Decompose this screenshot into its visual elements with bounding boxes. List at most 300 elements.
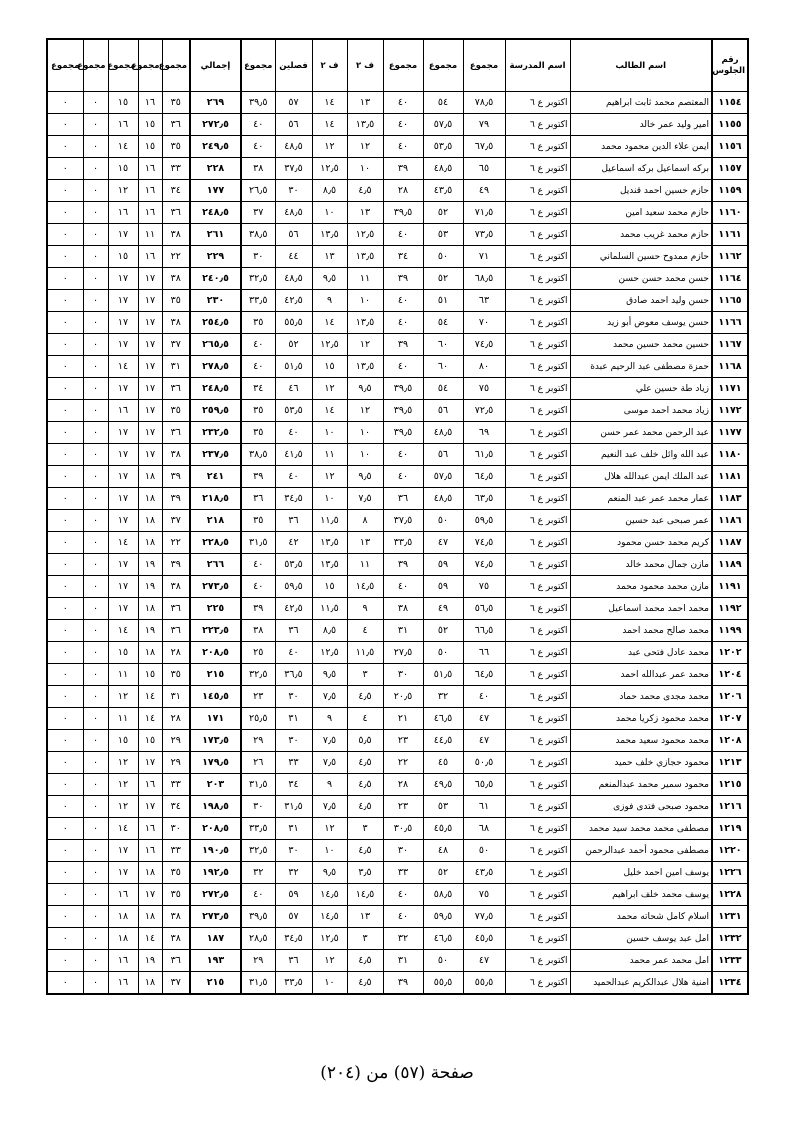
table-row: [47, 620, 748, 642]
cell-total: ١٧: [138, 312, 162, 334]
cell-total: ٥١: [423, 290, 463, 312]
cell-total: ٦٦: [463, 642, 505, 664]
table-row: [47, 664, 748, 686]
cell-total: ٢٩: [241, 730, 275, 752]
cell-total: ١٧: [108, 576, 138, 598]
page-number: صفحة (٥٧) من (٢٠٤): [320, 1063, 474, 1083]
cell-total: ١٧: [108, 422, 138, 444]
cell-grand-total: ٢٤١: [190, 466, 241, 488]
cell-total: ١١: [108, 708, 138, 730]
cell-total: ٥٨٫٥: [423, 884, 463, 906]
cell-school-name: اكتوبر ع ٦: [505, 488, 570, 510]
cell-total: ٠: [47, 620, 83, 642]
cell-school-name: اكتوبر ع ٦: [505, 224, 570, 246]
cell-total: ٠: [47, 708, 83, 730]
cell-two-terms: ٤٦: [275, 378, 312, 400]
cell-student-name: امنية هلال عبدالكريم عبدالحميد: [570, 972, 712, 995]
cell-term-2: ١٠: [312, 422, 347, 444]
cell-total: ٣٦: [162, 620, 190, 642]
table-row: [47, 532, 748, 554]
cell-total: ٥٦: [423, 444, 463, 466]
table-row: [47, 202, 748, 224]
cell-grand-total: ١٨٧: [190, 928, 241, 950]
cell-total: ٠: [83, 664, 108, 686]
table-row: [47, 818, 748, 840]
cell-total: ١٢: [108, 774, 138, 796]
cell-total: ٠: [47, 180, 83, 202]
cell-total: ٣٩: [383, 268, 423, 290]
cell-grand-total: ٢٣٠: [190, 290, 241, 312]
cell-total: ١٧: [108, 554, 138, 576]
cell-school-name: اكتوبر ع ٦: [505, 642, 570, 664]
cell-total: ٢١: [383, 708, 423, 730]
cell-two-terms: ٤٨٫٥: [275, 268, 312, 290]
cell-grand-total: ٢٧٨٫٥: [190, 356, 241, 378]
cell-total: ١٢: [108, 796, 138, 818]
cell-seat-number: ١١٨٠: [712, 444, 748, 466]
cell-total: ٠: [83, 356, 108, 378]
cell-grand-total: ٢٦١: [190, 224, 241, 246]
table-row: [47, 224, 748, 246]
cell-total: ٣٠: [383, 664, 423, 686]
cell-two-terms: ٣٤: [275, 774, 312, 796]
cell-two-terms: ٤٢٫٥: [275, 598, 312, 620]
cell-term-2: ١٤٫٥: [347, 884, 383, 906]
cell-total: ٠: [83, 488, 108, 510]
cell-total: ٣٣: [383, 862, 423, 884]
cell-total: ٧٥: [463, 576, 505, 598]
cell-grand-total: ٢١٥: [190, 972, 241, 995]
cell-grand-total: ١٩٠٫٥: [190, 840, 241, 862]
cell-total: ٠: [83, 642, 108, 664]
col-header-seat-number: رقم الجلوس: [712, 39, 748, 92]
cell-term-2: ٥٫٥: [347, 730, 383, 752]
cell-student-name: المعتصم محمد ثابت ابراهيم: [570, 92, 712, 114]
table-row: [47, 422, 748, 444]
cell-school-name: اكتوبر ع ٦: [505, 950, 570, 972]
cell-total: ٤٠: [383, 92, 423, 114]
cell-school-name: اكتوبر ع ٦: [505, 510, 570, 532]
cell-total: ١٧: [138, 884, 162, 906]
cell-student-name: مصطفى محمود أحمد عبدالرحمن: [570, 840, 712, 862]
cell-term-2: ٨٫٥: [312, 180, 347, 202]
cell-grand-total: ٢٢٣٫٥: [190, 620, 241, 642]
cell-term-2: ١٤: [312, 92, 347, 114]
cell-total: ١٧: [138, 796, 162, 818]
cell-term-2: ١١: [312, 444, 347, 466]
cell-total: ٥١٫٥: [423, 664, 463, 686]
cell-total: ٤٠: [241, 356, 275, 378]
cell-student-name: محمد احمد محمد اسماعيل: [570, 598, 712, 620]
cell-school-name: اكتوبر ع ٦: [505, 862, 570, 884]
cell-total: ١٧: [108, 862, 138, 884]
cell-seat-number: ١٢٣٢: [712, 928, 748, 950]
cell-term-2: ٤: [347, 620, 383, 642]
cell-total: ٢٨: [383, 180, 423, 202]
cell-total: ٤٣٫٥: [463, 862, 505, 884]
cell-total: ١٧: [108, 840, 138, 862]
cell-total: ١٨: [108, 928, 138, 950]
cell-total: ٣٩٫٥: [383, 378, 423, 400]
cell-term-2: ١٠: [347, 422, 383, 444]
cell-school-name: اكتوبر ع ٦: [505, 136, 570, 158]
cell-total: ٦١٫٥: [463, 444, 505, 466]
table-row: [47, 730, 748, 752]
cell-total: ٧٥: [463, 378, 505, 400]
cell-grand-total: ١٧١: [190, 708, 241, 730]
table-row: [47, 92, 748, 114]
cell-grand-total: ١٩٢٫٥: [190, 862, 241, 884]
cell-two-terms: ٣٦: [275, 950, 312, 972]
cell-total: ٢٩: [162, 730, 190, 752]
cell-term-2: ٨: [347, 510, 383, 532]
cell-total: ١٦: [138, 158, 162, 180]
cell-total: ٣٩: [162, 466, 190, 488]
cell-term-2: ١٢: [312, 818, 347, 840]
cell-total: ٦٥٫٥: [463, 774, 505, 796]
cell-two-terms: ٣٠: [275, 730, 312, 752]
cell-term-2: ٩: [347, 598, 383, 620]
cell-total: ٥٩: [423, 576, 463, 598]
cell-term-2: ١٠: [312, 488, 347, 510]
cell-total: ٠: [83, 422, 108, 444]
cell-total: ٥٩: [423, 554, 463, 576]
cell-total: ٠: [47, 664, 83, 686]
cell-total: ٣٤: [162, 180, 190, 202]
cell-total: ٧٧٫٥: [463, 906, 505, 928]
cell-school-name: اكتوبر ع ٦: [505, 576, 570, 598]
cell-term-2: ١١: [347, 268, 383, 290]
cell-total: ٤٠: [241, 554, 275, 576]
cell-total: ٤٥٫٥: [423, 818, 463, 840]
cell-total: ١٦: [108, 114, 138, 136]
cell-student-name: حازم محمد سعيد امين: [570, 202, 712, 224]
table-row: [47, 510, 748, 532]
cell-total: ١٤: [138, 708, 162, 730]
cell-total: ١٢: [108, 752, 138, 774]
cell-student-name: مصطفى محمد محمد سيد محمد: [570, 818, 712, 840]
cell-term-2: ٣٫٥: [347, 862, 383, 884]
cell-total: ١٦: [108, 884, 138, 906]
table-row: [47, 554, 748, 576]
cell-student-name: حازم حسين احمد قنديل: [570, 180, 712, 202]
cell-grand-total: ٢١٥: [190, 664, 241, 686]
cell-seat-number: ١١٦٥: [712, 290, 748, 312]
cell-total: ٠: [83, 158, 108, 180]
cell-total: ١٥: [108, 730, 138, 752]
cell-seat-number: ١١٥٥: [712, 114, 748, 136]
cell-term-2: ١٢: [347, 136, 383, 158]
cell-total: ٢٨: [383, 774, 423, 796]
cell-student-name: محمود حجازي خلف حميد: [570, 752, 712, 774]
table-row: [47, 356, 748, 378]
cell-grand-total: ١٩٣: [190, 950, 241, 972]
table-row: [47, 136, 748, 158]
cell-total: ٢٨٫٥: [241, 928, 275, 950]
cell-term-2: ١٢٫٥: [312, 928, 347, 950]
cell-total: ٦٩: [463, 422, 505, 444]
cell-total: ٦١: [463, 796, 505, 818]
cell-school-name: اكتوبر ع ٦: [505, 818, 570, 840]
cell-school-name: اكتوبر ع ٦: [505, 334, 570, 356]
cell-two-terms: ٣٠: [275, 180, 312, 202]
cell-term-2: ١٢: [312, 950, 347, 972]
cell-total: ١٥: [108, 92, 138, 114]
cell-school-name: اكتوبر ع ٦: [505, 180, 570, 202]
cell-total: ٠: [47, 202, 83, 224]
cell-total: ٠: [47, 422, 83, 444]
cell-grand-total: ١٧٣٫٥: [190, 730, 241, 752]
cell-term-2: ١٤: [312, 400, 347, 422]
cell-student-name: محمود صبحى فتدى فوزى: [570, 796, 712, 818]
results-table: [46, 38, 749, 995]
cell-two-terms: ٤٨٫٥: [275, 136, 312, 158]
cell-term-2: ٤٫٥: [347, 840, 383, 862]
cell-total: ٣٣: [162, 158, 190, 180]
table-row: [47, 378, 748, 400]
cell-two-terms: ٣٣٫٥: [275, 972, 312, 995]
cell-total: ١٥: [108, 642, 138, 664]
cell-seat-number: ١١٨٣: [712, 488, 748, 510]
cell-student-name: بركه اسماعيل بركه اسماعيل: [570, 158, 712, 180]
cell-total: ١٧: [138, 268, 162, 290]
cell-total: ٢٢: [383, 752, 423, 774]
cell-total: ٣٨: [383, 598, 423, 620]
cell-total: ١٧: [108, 312, 138, 334]
cell-total: ١٦: [138, 774, 162, 796]
cell-total: ٠: [83, 576, 108, 598]
cell-total: ١٥: [138, 730, 162, 752]
cell-total: ٢٥: [241, 642, 275, 664]
cell-total: ٠: [47, 884, 83, 906]
cell-term-2: ٩: [312, 708, 347, 730]
cell-student-name: عمار محمد عمر عبد المنعم: [570, 488, 712, 510]
cell-total: ١٦: [108, 202, 138, 224]
cell-school-name: اكتوبر ع ٦: [505, 884, 570, 906]
cell-school-name: اكتوبر ع ٦: [505, 466, 570, 488]
cell-term-2: ٣: [347, 818, 383, 840]
cell-term-2: ١٠: [312, 202, 347, 224]
cell-total: ٣٢: [423, 686, 463, 708]
cell-two-terms: ٣١: [275, 818, 312, 840]
cell-total: ٠: [83, 884, 108, 906]
cell-total: ٥٦٫٥: [463, 598, 505, 620]
cell-school-name: اكتوبر ع ٦: [505, 708, 570, 730]
cell-total: ٣٣: [162, 840, 190, 862]
cell-school-name: اكتوبر ع ٦: [505, 774, 570, 796]
cell-term-2: ١٢٫٥: [312, 642, 347, 664]
cell-total: ٢٩: [162, 752, 190, 774]
cell-seat-number: ١٢٠٦: [712, 686, 748, 708]
cell-two-terms: ٤٠: [275, 422, 312, 444]
cell-school-name: اكتوبر ع ٦: [505, 158, 570, 180]
cell-total: ٥٤: [423, 92, 463, 114]
cell-term-2: ١٣٫٥: [312, 224, 347, 246]
cell-school-name: اكتوبر ع ٦: [505, 444, 570, 466]
cell-term-2: ١٤٫٥: [312, 884, 347, 906]
cell-grand-total: ٢١٨٫٥: [190, 488, 241, 510]
cell-total: ٣١٫٥: [241, 532, 275, 554]
cell-total: ٥٠: [423, 246, 463, 268]
cell-total: ٧١: [463, 246, 505, 268]
cell-grand-total: ٢٠٨٫٥: [190, 642, 241, 664]
cell-student-name: ايمن علاء الدين محمود محمد: [570, 136, 712, 158]
cell-total: ٠: [47, 334, 83, 356]
cell-total: ٧١٫٥: [463, 202, 505, 224]
cell-term-2: ١٣: [347, 532, 383, 554]
cell-total: ١٨: [138, 906, 162, 928]
cell-total: ٣٠: [241, 246, 275, 268]
cell-total: ٠: [47, 246, 83, 268]
cell-term-2: ١٥: [312, 576, 347, 598]
cell-total: ٣١: [162, 686, 190, 708]
cell-student-name: محمد محمود سعيد محمد: [570, 730, 712, 752]
cell-term-2: ١٥: [312, 356, 347, 378]
table-row: [47, 708, 748, 730]
cell-total: ٤٠: [383, 224, 423, 246]
cell-total: ١٧: [108, 510, 138, 532]
cell-total: ١٥: [108, 246, 138, 268]
table-row: [47, 642, 748, 664]
cell-total: ٨٠: [463, 356, 505, 378]
cell-student-name: حازم ممدوح حسين السلماني: [570, 246, 712, 268]
cell-total: ٣٩٫٥: [241, 92, 275, 114]
cell-total: ١٧: [108, 268, 138, 290]
cell-term-2: ١١٫٥: [347, 642, 383, 664]
cell-total: ٣٩: [241, 598, 275, 620]
cell-grand-total: ٢٤٠٫٥: [190, 268, 241, 290]
col-header-term-2: ف ٢: [312, 39, 347, 92]
cell-total: ١٧: [108, 488, 138, 510]
cell-grand-total: ١٩٨٫٥: [190, 796, 241, 818]
cell-total: ٣٦: [162, 950, 190, 972]
cell-term-2: ١٢: [312, 466, 347, 488]
cell-total: ٠: [47, 92, 83, 114]
cell-term-2: ٤٫٥: [347, 752, 383, 774]
cell-total: ٥٣٫٥: [423, 136, 463, 158]
cell-two-terms: ٣٦: [275, 620, 312, 642]
cell-total: ١٥: [138, 136, 162, 158]
cell-total: ٣٧: [162, 334, 190, 356]
table-row: [47, 774, 748, 796]
cell-term-2: ١٤: [312, 114, 347, 136]
cell-student-name: عمر صبحى عبد حسين: [570, 510, 712, 532]
cell-term-2: ١٠: [347, 158, 383, 180]
cell-term-2: ١٠: [312, 840, 347, 862]
cell-total: ٣٨: [162, 576, 190, 598]
cell-total: ١٤: [108, 356, 138, 378]
cell-two-terms: ٥٧: [275, 906, 312, 928]
cell-total: ٠: [83, 400, 108, 422]
cell-two-terms: ٤١٫٥: [275, 444, 312, 466]
cell-total: ١٥: [138, 114, 162, 136]
col-header-two-terms: فصلين: [275, 39, 312, 92]
col-header-total: مجموع: [138, 39, 162, 92]
col-header-total: مجموع: [83, 39, 108, 92]
cell-total: ١٢: [108, 180, 138, 202]
cell-two-terms: ٣٦٫٥: [275, 664, 312, 686]
cell-total: ٢٨: [162, 642, 190, 664]
cell-total: ٤٨٫٥: [423, 158, 463, 180]
cell-total: ١٤: [108, 532, 138, 554]
cell-total: ٠: [47, 752, 83, 774]
cell-total: ١٢: [108, 686, 138, 708]
cell-total: ٧٤٫٥: [463, 554, 505, 576]
cell-total: ٦٣٫٥: [463, 488, 505, 510]
cell-total: ٥٧٫٥: [423, 466, 463, 488]
cell-total: ١٤: [108, 818, 138, 840]
cell-total: ٥٤: [423, 312, 463, 334]
cell-total: ٥٠: [423, 510, 463, 532]
cell-total: ٠: [47, 950, 83, 972]
cell-total: ٥٥٫٥: [423, 972, 463, 995]
cell-school-name: اكتوبر ع ٦: [505, 268, 570, 290]
cell-grand-total: ٢٢٥: [190, 598, 241, 620]
cell-student-name: يوسف محمد خلف ابراهيم: [570, 884, 712, 906]
cell-total: ٣٠: [241, 796, 275, 818]
cell-student-name: محمد عادل فتحى عبد: [570, 642, 712, 664]
cell-term-2: ٧٫٥: [312, 686, 347, 708]
cell-total: ٠: [47, 532, 83, 554]
cell-seat-number: ١١٦١: [712, 224, 748, 246]
cell-total: ٤٠: [383, 906, 423, 928]
cell-total: ٠: [83, 444, 108, 466]
table-row: [47, 400, 748, 422]
cell-student-name: زياد محمد احمد موسى: [570, 400, 712, 422]
cell-total: ١٨: [138, 488, 162, 510]
cell-total: ١٩: [138, 576, 162, 598]
cell-total: ٣٣٫٥: [241, 818, 275, 840]
cell-total: ١٧: [108, 598, 138, 620]
cell-total: ٤٥٫٥: [463, 928, 505, 950]
col-header-total: مجموع: [47, 39, 83, 92]
cell-total: ٤٠: [383, 136, 423, 158]
cell-total: ٣٧: [162, 510, 190, 532]
cell-total: ٥٢: [423, 620, 463, 642]
cell-student-name: حسن محمد حسن حسن: [570, 268, 712, 290]
cell-total: ١١: [138, 224, 162, 246]
cell-total: ٠: [47, 510, 83, 532]
cell-total: ٣٢: [383, 928, 423, 950]
cell-total: ٥٠: [423, 642, 463, 664]
col-header-total: مجموع: [241, 39, 275, 92]
cell-seat-number: ١١٦٢: [712, 246, 748, 268]
cell-total: ٣٨: [162, 906, 190, 928]
table-row: [47, 114, 748, 136]
cell-total: ٠: [47, 928, 83, 950]
cell-student-name: عبد الرحمن محمد عمر حسن: [570, 422, 712, 444]
cell-student-name: امل عبد يوسف حسين: [570, 928, 712, 950]
cell-total: ١٦: [108, 950, 138, 972]
cell-total: ٠: [83, 466, 108, 488]
cell-total: ٠: [83, 620, 108, 642]
cell-seat-number: ١٢٠٢: [712, 642, 748, 664]
cell-two-terms: ٥١٫٥: [275, 356, 312, 378]
cell-total: ٦٥: [463, 158, 505, 180]
cell-total: ٠: [47, 444, 83, 466]
cell-term-2: ١١٫٥: [312, 510, 347, 532]
cell-total: ١٨: [138, 466, 162, 488]
cell-grand-total: ٢١٨: [190, 510, 241, 532]
cell-grand-total: ٢٦٩: [190, 92, 241, 114]
cell-total: ٤٩٫٥: [423, 774, 463, 796]
cell-two-terms: ٣٦: [275, 510, 312, 532]
results-sheet: [46, 38, 747, 995]
table-row: [47, 796, 748, 818]
cell-two-terms: ٣١: [275, 708, 312, 730]
cell-grand-total: ٢٥٩٫٥: [190, 400, 241, 422]
cell-total: ٥٣: [423, 796, 463, 818]
